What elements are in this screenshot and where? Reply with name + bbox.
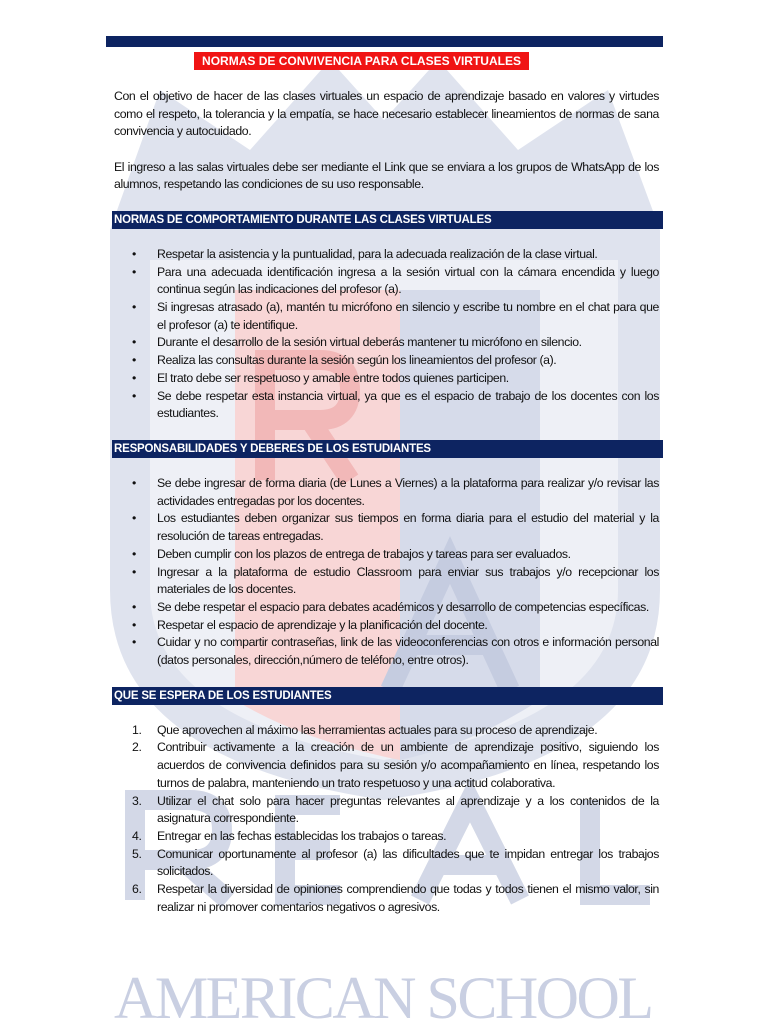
list-item: • Ingresar a la plataforma de estudio Classroom para enviar sus trabajos y/o recepcionar los materiales de los docentes. bbox=[132, 564, 659, 597]
list-item: • Respetar el espacio de aprendizaje y la planificación del docente. bbox=[132, 617, 488, 632]
intro-paragraph: Con el objetivo de hacer de las clases virtuales un espacio de aprendizaje basado en valores y virtudes como el respeto, la tolerancia y la empatía, se hace necesario establecer lineamientos de normas de sana convivencia y autocuidado. bbox=[114, 89, 659, 139]
list-item: • Para una adecuada identificación ingresa a la sesión virtual con la cámara encendida y luego continua según las indicaciones del profesor (a). bbox=[132, 264, 659, 297]
section-heading-expectations: QUE SE ESPERA DE LOS ESTUDIANTES bbox=[112, 687, 663, 705]
list-item: • Durante el desarrollo de la sesión virtual deberás mantener tu micrófono en silencio. bbox=[132, 335, 582, 350]
responsibilities-list bbox=[132, 475, 659, 670]
section-heading-behavior: NORMAS DE COMPORTAMIENTO DURANTE LAS CLASES VIRTUALES bbox=[112, 211, 663, 229]
list-item: 2. Contribuir activamente a la creación de un ambiente de aprendizaje positivo, siguiendo los acuerdos de convivencia definidos para su sesión y/o acompañamiento en línea, respetando los turnos de palabra, manteniendo un trato respetuoso y una actitud colaborativa. bbox=[132, 740, 659, 790]
list-item: • El trato debe ser respetuoso y amable entre todos quienes participen. bbox=[132, 370, 509, 385]
list-item: • Se debe respetar esta instancia virtual, ya que es el espacio de trabajo de los docentes con los estudiantes. bbox=[132, 388, 659, 421]
list-item: • Cuidar y no compartir contraseñas, link de las videoconferencias con otros e información personal (datos personales, dirección,número de teléfono, entre otros). bbox=[132, 635, 659, 668]
behavior-list bbox=[132, 246, 659, 423]
list-item: 1. Que aprovechen al máximo las herramientas actuales para su proceso de aprendizaje. bbox=[132, 722, 598, 737]
list-item: 4. Entregar en las fechas establecidas los trabajos o tareas. bbox=[132, 828, 447, 843]
list-item: 3. Utilizar el chat solo para hacer preguntas relevantes al aprendizaje y a los contenidos de la asignatura correspondiente. bbox=[132, 793, 659, 826]
list-item: • Se debe respetar el espacio para debates académicos y desarrollo de competencias específicas. bbox=[132, 599, 649, 614]
expectations-list bbox=[132, 722, 659, 917]
list-item: • Se debe ingresar de forma diaria (de Lunes a Viernes) a la plataforma para realizar y/o revisar las actividades entregadas por los docentes. bbox=[132, 476, 659, 508]
section-heading-responsibilities: RESPONSABILIDADES Y DEBERES DE LOS ESTUDIANTES bbox=[112, 440, 663, 458]
header-bar bbox=[106, 36, 663, 47]
list-item: • Respetar la asistencia y la puntualidad, para la adecuada realización de la clase virtual. bbox=[132, 246, 598, 261]
list-item: • Los estudiantes deben organizar sus tiempos en forma diaria para el estudio del material y la resolución de tareas entregadas. bbox=[132, 511, 659, 544]
access-paragraph: El ingreso a las salas virtuales debe ser mediante el Link que se enviara a los grupos de WhatsApp de los alumnos, respetando las condiciones de su uso responsable. bbox=[114, 159, 659, 192]
list-item: 5. Comunicar oportunamente al profesor (a) las dificultades que te impidan entregar los trabajos solicitados. bbox=[132, 846, 659, 879]
list-item: • Deben cumplir con los plazos de entrega de trabajos y tareas para ser evaluados. bbox=[132, 546, 571, 561]
list-item: • Si ingresas atrasado (a), mantén tu micrófono en silencio y escribe tu nombre en el chat para que el profesor (a) te identifique. bbox=[132, 300, 659, 332]
document-title: NORMAS DE CONVIVENCIA PARA CLASES VIRTUALES bbox=[194, 52, 529, 70]
list-item: 6. Respetar la diversidad de opiniones comprendiendo que todas y todos tienen el mismo valor, sin realizar ni promover comentarios negativos o agresivos. bbox=[132, 882, 659, 914]
watermark-american-school: AMERICAN SCHOOL bbox=[114, 965, 654, 1024]
list-item: • Realiza las consultas durante la sesión según los lineamientos del profesor (a). bbox=[132, 353, 557, 368]
